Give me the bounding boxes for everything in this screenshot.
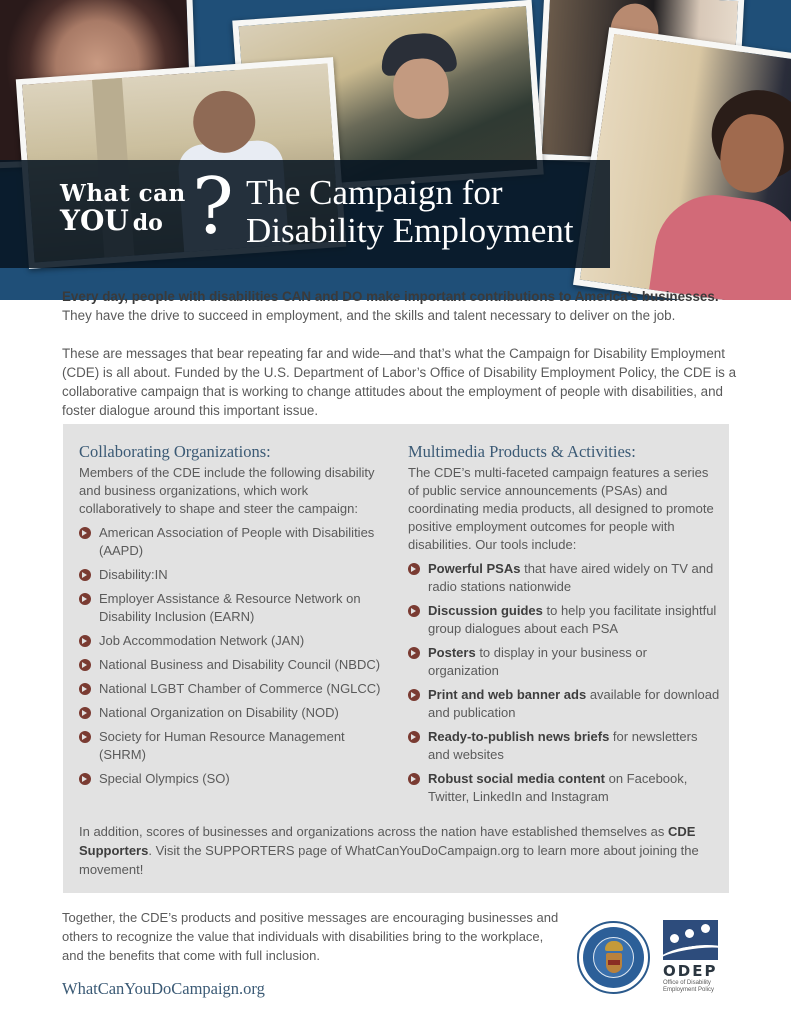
eagle-icon	[605, 941, 623, 951]
list-item	[408, 560, 720, 596]
odep-subtitle: Office of Disability Employment Policy	[663, 980, 715, 993]
intro-section	[62, 287, 742, 420]
arrow-circle-icon	[79, 773, 91, 785]
intro-paragraph-1	[62, 287, 742, 325]
arrow-circle-icon	[79, 683, 91, 695]
intro-lead: Every day, people with disabilities CAN and DO make important contributions to America’s businesses.	[62, 289, 719, 304]
list-item	[79, 728, 391, 764]
tagline-do: do	[132, 210, 163, 236]
multimedia-intro: The CDE’s multi-faceted campaign features a series of public service announcements (PSAs) and coordinating media products, all designed to promote positive employment outcomes for people with disabilities. Our tools include:	[408, 465, 714, 552]
closing-paragraph: Together, the CDE’s products and positive messages are encouraging businesses and others to recognize the value that individuals with disabilities bring to the workplace, and the benefits that come with full inclusion.	[62, 910, 559, 963]
list-item	[408, 686, 720, 722]
multimedia-products	[408, 442, 720, 812]
list-item	[79, 704, 391, 722]
odep-figures-icon	[663, 920, 718, 960]
supporters-post: . Visit the SUPPORTERS page of WhatCanYouDoCampaign.org to learn more about joining the movement!	[79, 843, 699, 877]
tool-name: Discussion guides	[428, 603, 543, 618]
tool-name: Print and web banner ads	[428, 687, 587, 702]
arrow-circle-icon	[79, 707, 91, 719]
arrow-circle-icon	[79, 593, 91, 605]
arrow-circle-icon	[408, 689, 420, 701]
tool-description: available for download and publication	[428, 687, 720, 720]
multimedia-heading: Multimedia Products & Activities:	[408, 442, 636, 461]
org-name: American Association of People with Disabilities (AAPD)	[99, 525, 375, 558]
list-item	[408, 602, 720, 638]
website-link[interactable]: WhatCanYouDoCampaign.org	[62, 979, 265, 998]
list-item	[79, 656, 391, 674]
title-line1: The Campaign for	[246, 173, 503, 212]
list-item	[408, 728, 720, 764]
org-name: National Business and Disability Council (NBDC)	[99, 657, 381, 672]
org-name: Society for Human Resource Management (SHRM)	[99, 729, 345, 762]
collaborating-intro: Members of the CDE include the following disability and business organizations, which work collaboratively to shape and steer the campaign:	[79, 465, 375, 516]
title-line2: Disability Employment	[246, 211, 574, 250]
hero-collage	[0, 0, 791, 300]
supporters-paragraph	[79, 822, 715, 879]
tool-description: to help you facilitate insightful group dialogues about each PSA	[428, 603, 717, 636]
question-mark: ?	[192, 162, 234, 252]
shield-icon	[606, 953, 622, 973]
wave-icon	[663, 941, 718, 960]
arrow-circle-icon	[408, 563, 420, 575]
tool-description: that have aired widely on TV and radio stations nationwide	[428, 561, 714, 594]
tool-description: to display in your business or organization	[428, 645, 647, 678]
list-item	[408, 770, 720, 806]
collaborating-organizations	[79, 442, 391, 794]
organization-list	[79, 524, 391, 788]
info-box	[63, 424, 729, 893]
tool-description: for newsletters and websites	[428, 729, 698, 762]
list-item	[79, 770, 391, 788]
tool-description: on Facebook, Twitter, LinkedIn and Instagram	[428, 771, 688, 804]
supporters-pre: In addition, scores of businesses and organizations across the nation have established themselves as	[79, 824, 668, 839]
tagline-you: YOU	[60, 204, 129, 237]
arrow-circle-icon	[79, 659, 91, 671]
org-name: Job Accommodation Network (JAN)	[99, 633, 305, 648]
list-item	[79, 680, 391, 698]
odep-wordmark: ODEP	[663, 962, 718, 980]
list-item	[79, 566, 391, 584]
campaign-tagline	[60, 182, 186, 235]
org-name: National LGBT Chamber of Commerce (NGLCC)	[99, 681, 381, 696]
tool-name: Ready-to-publish news briefs	[428, 729, 610, 744]
tools-list	[408, 560, 720, 806]
intro-lead-rest: They have the drive to succeed in employment, and the skills and talent necessary to deliver on the job.	[62, 308, 676, 323]
list-item	[408, 644, 720, 680]
tagline-line2	[60, 204, 186, 237]
dol-seal-logo	[577, 921, 650, 994]
page-title	[246, 174, 574, 250]
tool-name: Posters	[428, 645, 476, 660]
org-name: Disability:IN	[99, 567, 168, 582]
collaborating-heading: Collaborating Organizations:	[79, 442, 271, 461]
arrow-circle-icon	[408, 605, 420, 617]
list-item	[79, 590, 391, 626]
org-name: Special Olympics (SO)	[99, 771, 230, 786]
arrow-circle-icon	[408, 731, 420, 743]
arrow-circle-icon	[79, 527, 91, 539]
odep-logo	[663, 920, 718, 1000]
supporters-bold: CDE Supporters	[79, 824, 696, 858]
tool-name: Powerful PSAs	[428, 561, 521, 576]
org-name: National Organization on Disability (NOD)	[99, 705, 339, 720]
figure-icon	[685, 929, 694, 938]
tool-name: Robust social media content	[428, 771, 605, 786]
figure-icon	[701, 924, 710, 933]
tagline-line1: What can	[60, 180, 186, 207]
arrow-circle-icon	[79, 569, 91, 581]
arrow-circle-icon	[408, 647, 420, 659]
figure-icon	[670, 934, 679, 943]
list-item	[79, 632, 391, 650]
arrow-circle-icon	[79, 635, 91, 647]
list-item	[79, 524, 391, 560]
arrow-circle-icon	[79, 731, 91, 743]
intro-paragraph-2: These are messages that bear repeating far and wide—and that’s what the Campaign for Disability Employment (CDE) is all about. Funded by the U.S. Department of Labor’s Office of Disability Employment Policy, the CDE is a collaborative campaign that is working to change attitudes about the employment of people with disabilities, and foster dialogue around this important issue.	[62, 346, 737, 418]
arrow-circle-icon	[408, 773, 420, 785]
org-name: Employer Assistance & Resource Network on Disability Inclusion (EARN)	[99, 591, 361, 624]
